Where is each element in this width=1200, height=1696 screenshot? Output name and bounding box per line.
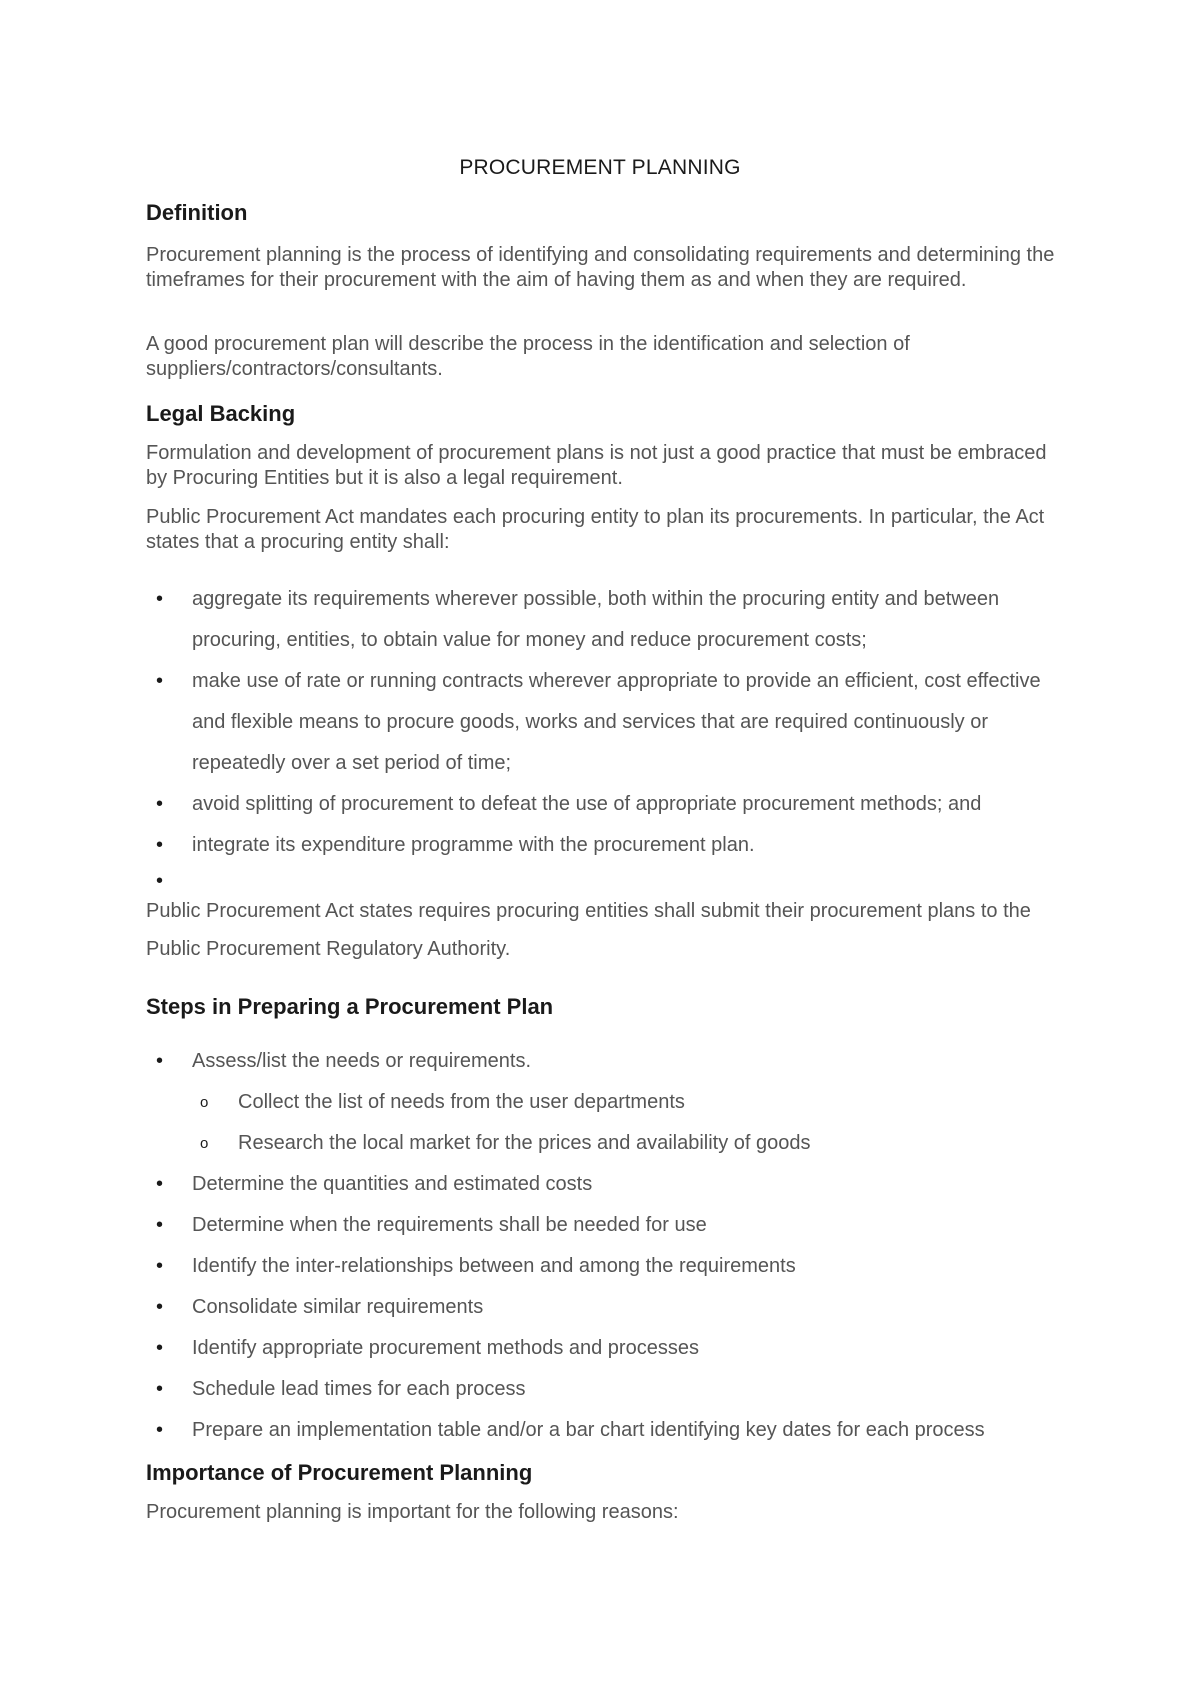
- bullet-icon: •: [156, 870, 164, 892]
- sub-bullet-icon: o: [200, 1094, 209, 1111]
- document-title: PROCUREMENT PLANNING: [459, 156, 741, 179]
- definition-paragraph-2: A good procurement plan will describe the process in the identification and selection of suppliers/contractors/consultants.: [146, 333, 910, 380]
- steps-heading: Steps in Preparing a Procurement Plan: [146, 994, 554, 1019]
- sub-bullet-icon: o: [200, 1135, 209, 1152]
- bullet-icon: •: [156, 670, 164, 692]
- bullet-icon: •: [156, 588, 164, 610]
- bullet-icon: •: [156, 1378, 164, 1400]
- list-item: • avoid splitting of procurement to defeat the use of appropriate procurement methods; and: [146, 784, 1076, 825]
- legal-paragraph-1: Formulation and development of procurement plans is not just a good practice that must be embraced by Procuring Entities but it is also a legal requirement.: [146, 442, 1047, 489]
- bullet-icon: •: [156, 1050, 164, 1072]
- importance-paragraph-1: Procurement planning is important for the following reasons:: [146, 1501, 679, 1523]
- legal-backing-heading: Legal Backing: [146, 401, 296, 426]
- list-item: • aggregate its requirements wherever possible, both within the procuring entity and between procuring, entities, to obtain value for money and reduce procurement costs;: [146, 579, 1076, 661]
- list-item: o Collect the list of needs from the user departments: [146, 1082, 1076, 1123]
- list-item: • integrate its expenditure programme with the procurement plan.: [146, 825, 1076, 866]
- list-item: • Schedule lead times for each process: [146, 1369, 1076, 1410]
- definition-paragraph-1: Procurement planning is the process of identifying and consolidating requirements and determining the timeframes for their procurement with the aim of having them as and when they are required.: [146, 244, 1055, 291]
- list-item: • Prepare an implementation table and/or a bar chart identifying key dates for each process: [146, 1410, 1076, 1451]
- bullet-icon: •: [156, 1419, 164, 1441]
- legal-paragraph-3: Public Procurement Act states requires procuring entities shall submit their procurement plans to the Public Procurement Regulatory Authority.: [146, 900, 1031, 960]
- definition-heading: Definition: [146, 200, 248, 225]
- bullet-icon: •: [156, 1214, 164, 1236]
- importance-heading: Importance of Procurement Planning: [146, 1460, 533, 1485]
- list-item: • Determine when the requirements shall be needed for use: [146, 1205, 1076, 1246]
- list-item: • Consolidate similar requirements: [146, 1287, 1076, 1328]
- legal-bullet-list: [146, 579, 1076, 892]
- bullet-icon: •: [156, 1173, 164, 1195]
- list-item: o Research the local market for the prices and availability of goods: [146, 1123, 1076, 1164]
- list-item: • Identify the inter-relationships between and among the requirements: [146, 1246, 1076, 1287]
- bullet-icon: •: [156, 834, 164, 856]
- list-item: • Determine the quantities and estimated costs: [146, 1164, 1076, 1205]
- steps-list: [146, 1041, 1076, 1451]
- list-item: • Identify appropriate procurement methods and processes: [146, 1328, 1076, 1369]
- list-item: [146, 866, 1076, 892]
- bullet-icon: •: [156, 1255, 164, 1277]
- list-item: • Assess/list the needs or requirements.: [146, 1041, 1076, 1082]
- bullet-icon: •: [156, 793, 164, 815]
- bullet-icon: •: [156, 1296, 164, 1318]
- list-item: • make use of rate or running contracts wherever appropriate to provide an efficient, cost effective and flexible means to procure goods, works and services that are required continuously or repeatedly over a set period of time;: [146, 661, 1076, 784]
- legal-paragraph-2: Public Procurement Act mandates each procuring entity to plan its procurements. In particular, the Act states that a procuring entity shall:: [146, 506, 1045, 553]
- bullet-icon: •: [156, 1337, 164, 1359]
